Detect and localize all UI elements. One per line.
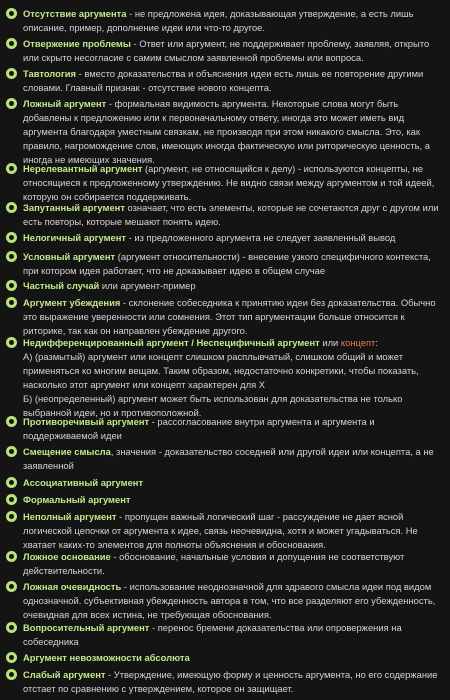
list-item-text (23, 621, 443, 649)
term-label: Ассоциативный аргумент (23, 477, 144, 488)
bullet-circle-icon (6, 416, 17, 427)
term-description: , значения - доказательство соседней или другой идеи или концепта, а не заявленной (23, 446, 434, 471)
list-item (6, 67, 443, 95)
bullet-circle-icon (6, 8, 17, 19)
list-item (6, 668, 443, 696)
term-description: - из предложенного аргумента не следует заявленный вывод (126, 232, 396, 243)
term-label: Неполный аргумент (23, 511, 117, 522)
term-description: (аргумент, не относящийся к делу) - используются концепты, не относящиеся к предложенному утверждению. Не видно связи между аргументом и той идеей, которую он собирается поддерживать. (23, 163, 435, 202)
bullet-circle-icon (6, 232, 17, 243)
term-label: Недифференцированный аргумент / Неспецифичный аргумент (23, 337, 320, 348)
term-description: - Утверждение, имеющую форму и ценность аргумента, но его содержание отстает по сравнению с утверждением, которое он защищает. (23, 669, 438, 694)
list-item-text (23, 231, 443, 245)
term-label: Частный случай (23, 280, 100, 291)
bullet-circle-icon (6, 581, 17, 592)
term-label: Слабый аргумент (23, 669, 106, 680)
term-description: или (319, 337, 341, 348)
term-label: Формальный аргумент (23, 494, 131, 505)
list-item (6, 250, 443, 278)
term-label: Нелогичный аргумент (23, 232, 127, 243)
term-label: Аргумент убеждения (23, 297, 121, 308)
highlighted-term: концепт (340, 337, 376, 348)
bullet-circle-icon (6, 251, 17, 262)
term-label: Аргумент невозможности абсолюта (23, 652, 190, 663)
bullet-circle-icon (6, 511, 17, 522)
list-item-text (23, 550, 443, 578)
bullet-circle-icon (6, 98, 17, 109)
term-description-continued: : А) (размытый) аргумент или концепт слишком расплывчатый, слишком общий и может применяться ко многим вещам. Таким образом, недостаточно конкретики, чтобы показать, насколько этот аргумент или концепт характерен для Х Б) (неопределенный) аргумент может быть использован для доказательства не только выбранной идеи, но и противоположной. (23, 337, 419, 418)
bullet-circle-icon (6, 551, 17, 562)
list-item-text (23, 279, 443, 293)
list-item (6, 97, 443, 167)
list-item (6, 445, 443, 473)
bullet-circle-icon (6, 280, 17, 291)
list-item-text (23, 651, 443, 665)
bullet-circle-icon (6, 622, 17, 633)
list-item (6, 621, 443, 649)
term-description: (аргумент относительности) - внесение узкого специфичного контекста, при котором идея работает, что не доказывает идею в общем случае (23, 251, 431, 276)
list-item-text (23, 162, 443, 204)
term-label: Ложный аргумент (23, 98, 107, 109)
bullet-circle-icon (6, 163, 17, 174)
list-item (6, 415, 443, 443)
list-item-text (23, 445, 443, 473)
term-description: - формальная видимость аргумента. Некоторые слова могут быть добавлены к предложению или к первоначальному ответу, иногда это может иметь вид аргумента благодаря уместным связкам, не производя при этом никакого смысла. Это, как правило, нагромождение слов, имеющих иногда фактическую или риторическую ценность, а иногда не имеющих значения. (23, 98, 430, 165)
term-label: Ложное основание (23, 551, 111, 562)
term-label: Противоречивый аргумент (23, 416, 150, 427)
list-item-text (23, 37, 443, 65)
bullet-circle-icon (6, 38, 17, 49)
list-item-text (23, 250, 443, 278)
list-item (6, 510, 443, 552)
list-item (6, 231, 443, 245)
list-item (6, 550, 443, 578)
bullet-circle-icon (6, 477, 17, 488)
term-description: - использование неоднозначной для здравого смысла идеи под видом однозначной. субъективная убежденность автора в том, что все разделяют его убежденность, очевидная для всех истина, не требующая обоснования. (23, 581, 436, 620)
list-item-text (23, 668, 443, 696)
list-item (6, 162, 443, 204)
list-item (6, 336, 443, 420)
list-item (6, 37, 443, 65)
list-item-text (23, 336, 443, 420)
bullet-circle-icon (6, 337, 17, 348)
term-description: - обоснование, начальные условия и допущения не соответствуют действительности. (23, 551, 405, 576)
list-item-text (23, 415, 443, 443)
term-description: - Ответ или аргумент, не поддерживает проблему, заявляя, открыто или скрыто несогласие с самим смыслом заявленной проблемы или вопроса. (23, 38, 430, 63)
term-label: Вопросительный аргумент (23, 622, 150, 633)
list-item (6, 476, 443, 490)
list-item-text (23, 201, 443, 229)
list-item (6, 493, 443, 507)
term-label: Отвержение проблемы (23, 38, 131, 49)
list-item (6, 580, 443, 622)
list-item-text (23, 296, 443, 338)
term-description: - склонение собеседника к принятию идеи без доказательства. Обычно это выражение уверенности или сомнения. Этот тип аргументации больше относится к риторике, так как он направлен убеждение другого. (23, 297, 436, 336)
term-description: - вместо доказательства и объяснения идеи есть лишь ее повторение другими словами. Главный признак - отсутствие нового концепта. (23, 68, 424, 93)
term-label: Тавтология (23, 68, 77, 79)
list-item-text (23, 493, 443, 507)
bullet-circle-icon (6, 652, 17, 663)
list-item (6, 7, 443, 35)
term-label: Условный аргумент (23, 251, 116, 262)
term-label: Смещение смысла (23, 446, 111, 457)
bullet-circle-icon (6, 494, 17, 505)
list-item (6, 296, 443, 338)
list-item (6, 651, 443, 665)
term-description: или аргумент-пример (99, 280, 196, 291)
list-item-text (23, 476, 443, 490)
list-item-text (23, 7, 443, 35)
bullet-circle-icon (6, 68, 17, 79)
bullet-circle-icon (6, 669, 17, 680)
list-item-text (23, 580, 443, 622)
term-label: Отсутствие аргумента (23, 8, 127, 19)
term-description: - пропущен важный логический шаг - рассуждение не дает ясной логической цепочки от аргумента к идее, связь неочевидна, хотя и может угадываться. Не хватает каких-то элементов для полноты объяснения и обоснования. (23, 511, 418, 550)
list-item-text (23, 97, 443, 167)
bullet-circle-icon (6, 446, 17, 457)
term-description: - не предложена идея, доказывающая утверждение, а есть лишь описание, пример, дополнение идеи или что-то другое. (23, 8, 414, 33)
term-description: - перенос бремени доказательства или опровержения на собеседника (23, 622, 402, 647)
list-item-text (23, 67, 443, 95)
list-item (6, 201, 443, 229)
term-label: Нерелевантный аргумент (23, 163, 143, 174)
list-item (6, 279, 443, 293)
list-item-text (23, 510, 443, 552)
bullet-circle-icon (6, 297, 17, 308)
term-label: Запутанный аргумент (23, 202, 125, 213)
term-description: - рассогласование внутри аргумента и аргумента и поддерживаемой идеи (23, 416, 375, 441)
term-label: Ложная очевидность (23, 581, 122, 592)
term-description: означает, что есть элементы, которые не сочетаются друг с другом или есть повторы, которые мешают понять идею. (23, 202, 439, 227)
bullet-circle-icon (6, 202, 17, 213)
